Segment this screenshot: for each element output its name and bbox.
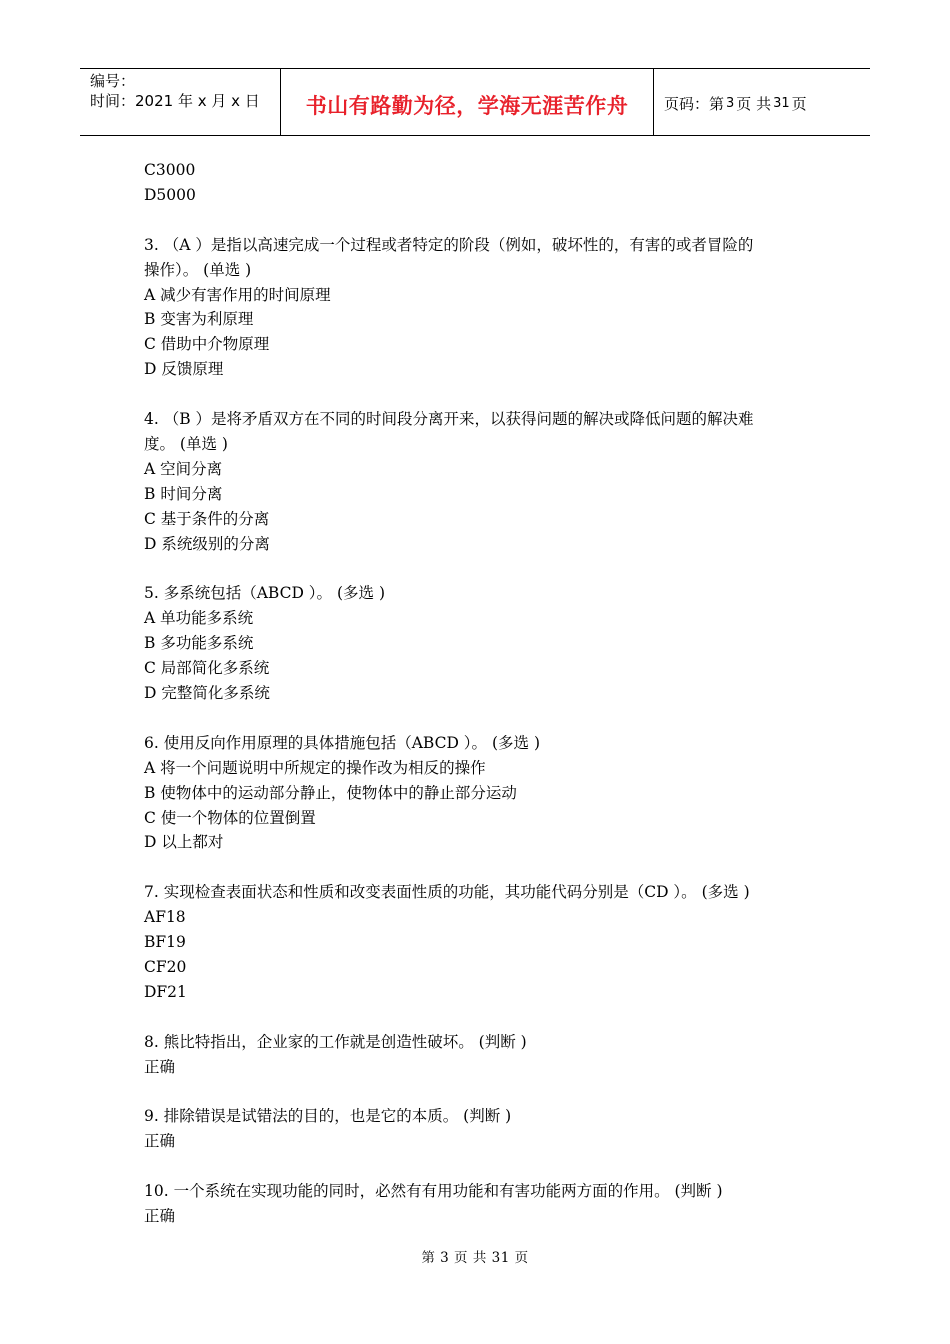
question-3: [144, 233, 824, 382]
question-8: [144, 1030, 824, 1080]
option-line: B 多功能多系统: [144, 634, 254, 653]
option-line: C 使一个物体的位置倒置: [144, 808, 316, 827]
option-line: A 单功能多系统: [144, 609, 254, 628]
option-line: D 系统级别的分离: [144, 534, 270, 553]
question-7: [144, 880, 824, 1005]
option-line: DF21: [144, 982, 187, 1001]
question-9: [144, 1104, 824, 1154]
option-line: B 时间分离: [144, 484, 223, 503]
option-line: D5000: [144, 185, 196, 204]
page-total: 31: [773, 95, 790, 111]
header-motto-cell: [281, 69, 654, 135]
page-mid: 页 共: [736, 94, 772, 113]
question-text: 3. （A ）是指以高速完成一个过程或者特定的阶段（例如，破坏性的，有害的或者冒险的: [144, 235, 754, 254]
question-text: 操作）。 (单选 ): [144, 260, 252, 279]
option-line: C 局部简化多系统: [144, 659, 270, 678]
option-line: C3000: [144, 161, 196, 179]
page-footer: 第 3 页 共 31 页: [421, 1250, 529, 1266]
question-10: [144, 1179, 824, 1229]
header-info-cell: [80, 69, 281, 135]
question-5: [144, 581, 824, 706]
question-text: 10. 一个系统在实现功能的同时，必然有有用功能和有害功能两方面的作用。 (判断 ): [144, 1182, 723, 1201]
document-body: [144, 158, 824, 1229]
option-line: D 以上都对: [144, 833, 224, 852]
answer-line: 正确: [144, 1057, 176, 1076]
option-line: D 完整简化多系统: [144, 683, 270, 702]
page-end: 页: [791, 94, 807, 113]
time-label: 时间：2021 年 x 月 x 日: [90, 92, 260, 110]
answer-line: 正确: [144, 1206, 176, 1225]
header-page-cell: [654, 69, 870, 135]
option-line: C 借助中介物原理: [144, 335, 270, 354]
option-line: A 减少有害作用的时间原理: [144, 285, 331, 304]
motto-text: 书山有路勤为径，学海无涯苦作舟: [305, 94, 629, 118]
question-4: [144, 407, 824, 556]
page-label: 页码：第: [664, 94, 725, 113]
question-text: 5. 多系统包括（ABCD ）。 (多选 ): [144, 584, 386, 603]
number-label: 编号：: [90, 72, 136, 90]
option-line: B 变害为利原理: [144, 310, 254, 329]
question-text: 4. （B ）是将矛盾双方在不同的时间段分离开来，以获得问题的解决或降低问题的解决难: [144, 410, 754, 429]
question-text: 7. 实现检查表面状态和性质和改变表面性质的功能，其功能代码分别是（CD ）。 (多选 ): [144, 883, 750, 902]
question-text: 6. 使用反向作用原理的具体措施包括（ABCD ）。 (多选 ): [144, 733, 541, 752]
option-line: C 基于条件的分离: [144, 509, 270, 528]
option-line: D 反馈原理: [144, 360, 224, 379]
page-header: [80, 68, 870, 136]
question-6: [144, 731, 824, 856]
option-line: A 空间分离: [144, 459, 223, 478]
question-text: 8. 熊比特指出，企业家的工作就是创造性破坏。 (判断 ): [144, 1032, 527, 1051]
option-line: A 将一个问题说明中所规定的操作改为相反的操作: [144, 758, 486, 777]
question-text: 9. 排除错误是试错法的目的，也是它的本质。 (判断 ): [144, 1107, 512, 1126]
option-line: CF20: [144, 957, 187, 976]
question-text: 度。 (单选 ): [144, 434, 228, 453]
option-line: AF18: [144, 908, 186, 927]
page-current: 3: [726, 95, 735, 111]
option-line: BF19: [144, 933, 186, 952]
option-line: B 使物体中的运动部分静止，使物体中的静止部分运动: [144, 783, 517, 802]
answer-line: 正确: [144, 1132, 176, 1151]
